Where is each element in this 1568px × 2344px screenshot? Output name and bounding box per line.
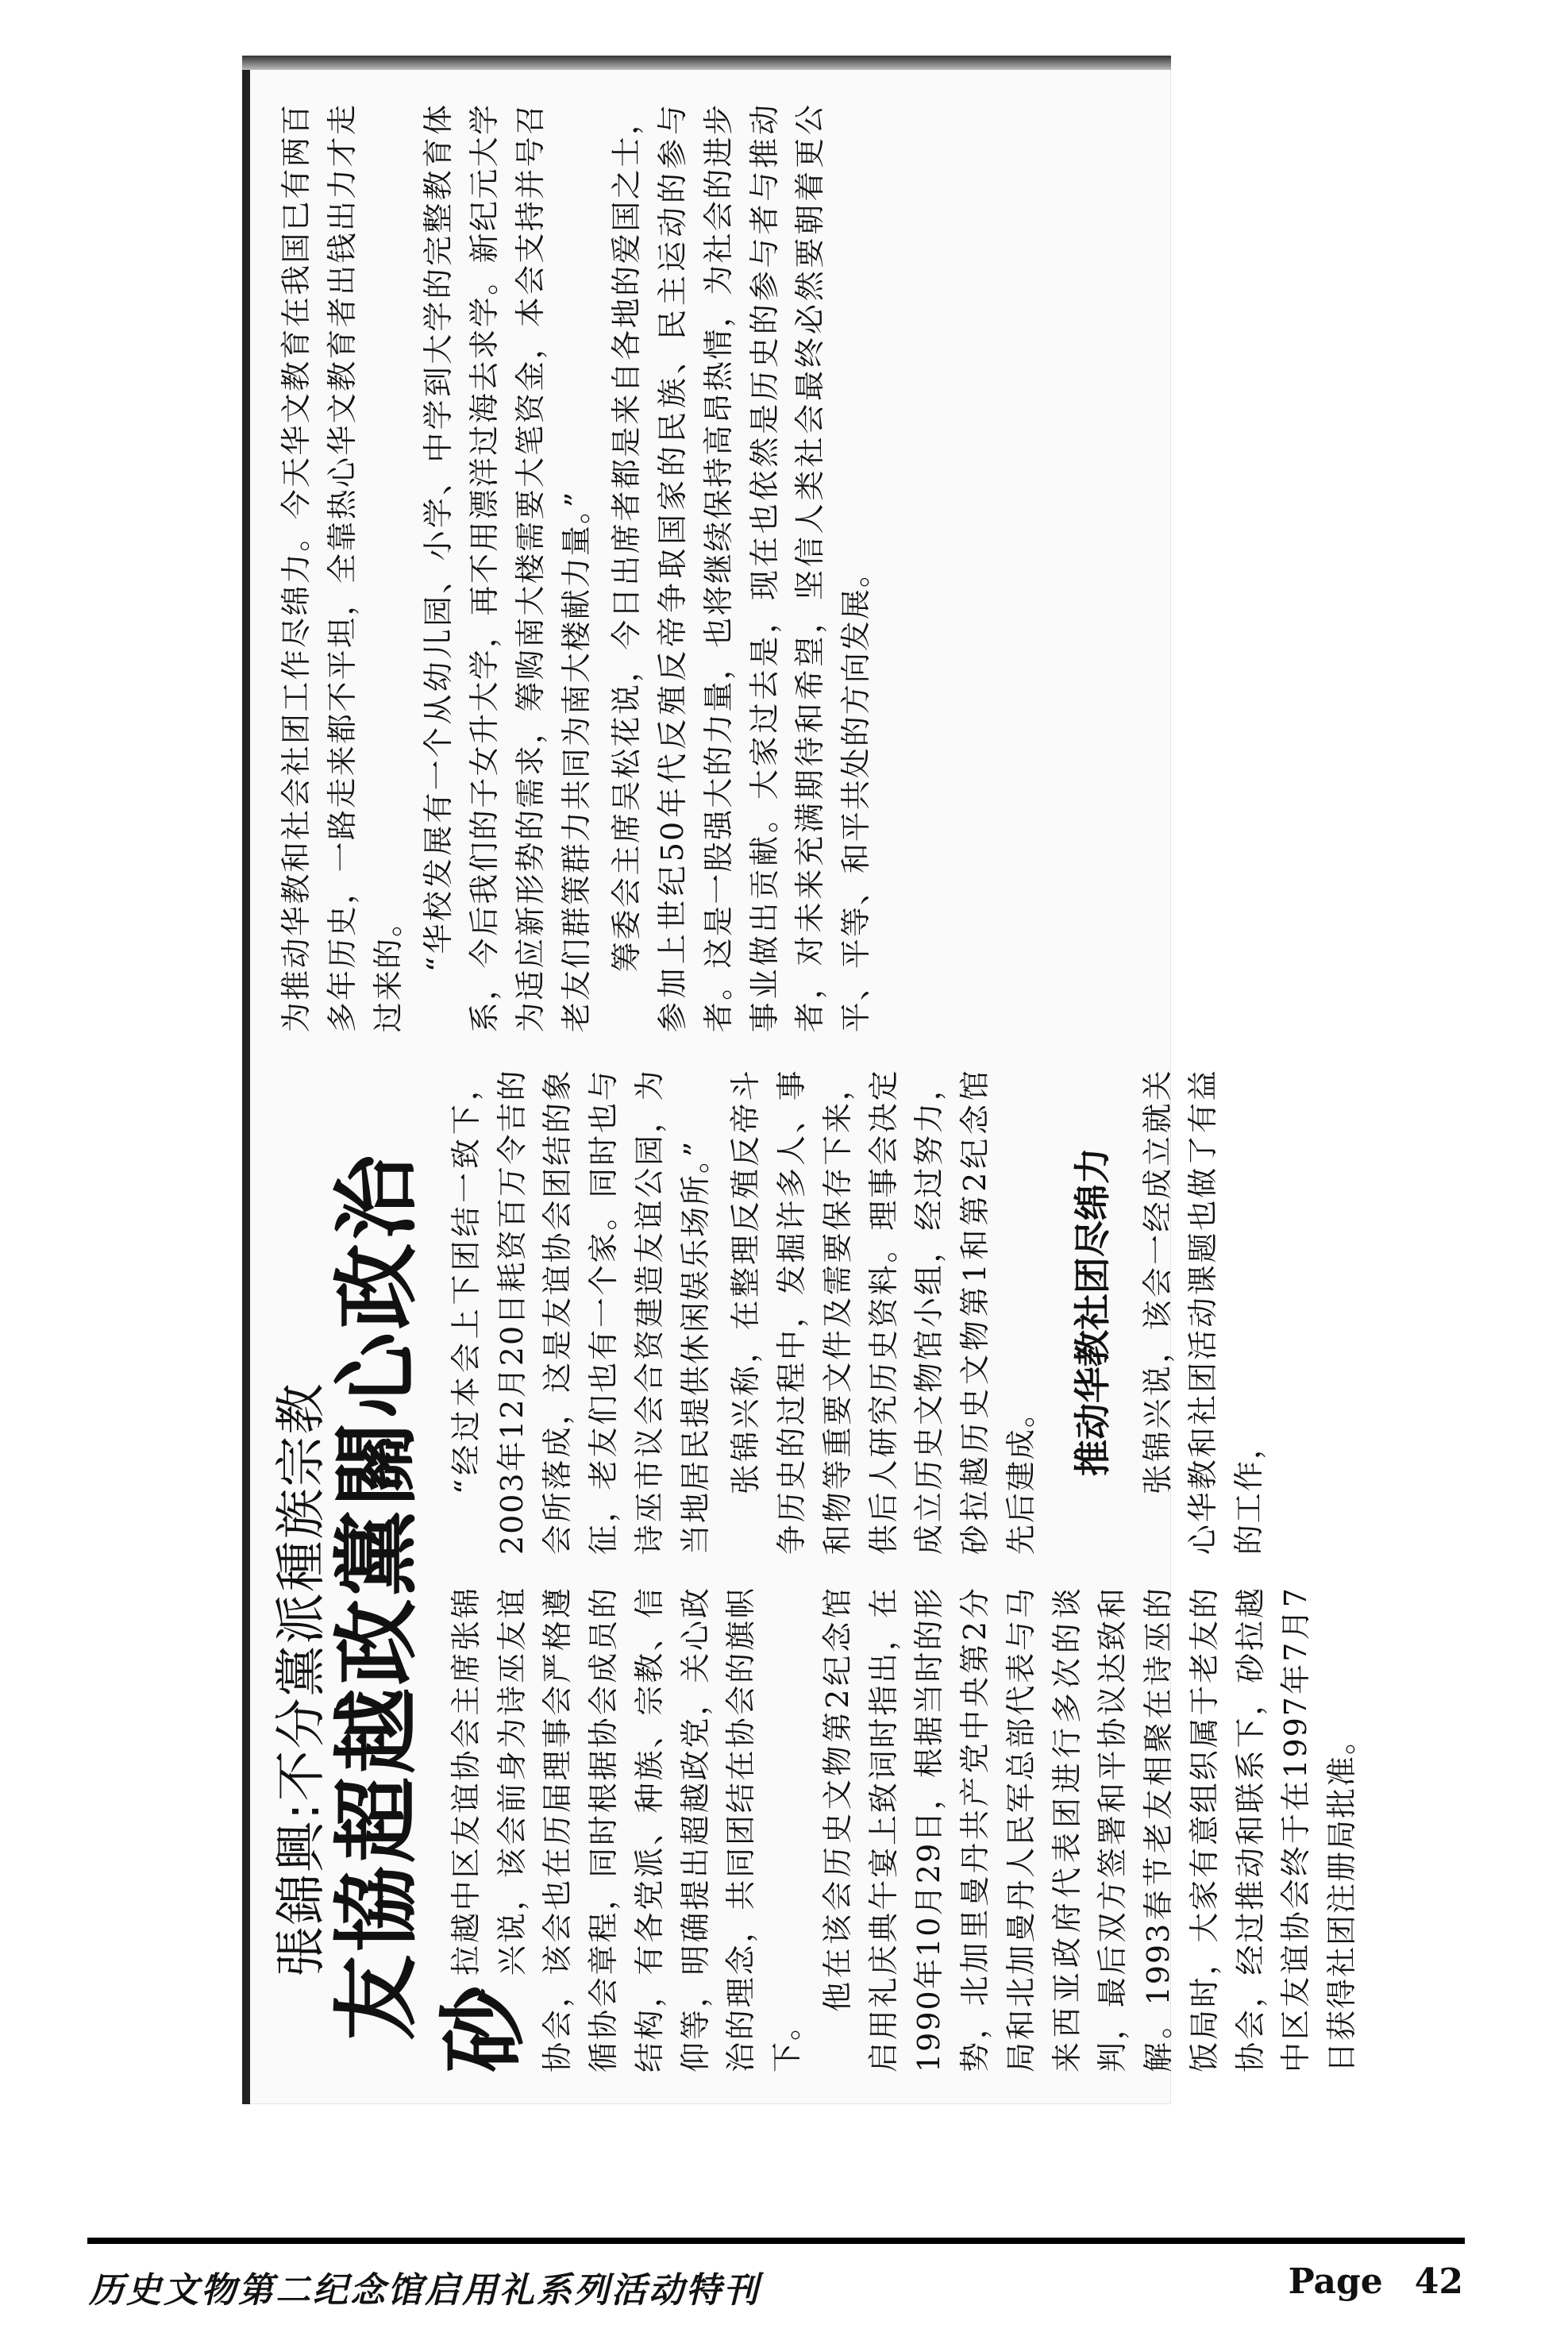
page-number: 42 xyxy=(1414,2261,1463,2302)
paragraph-8: 筹委会主席吴松花说，今日出席者都是来自各地的爱国之士，参加上世纪50年代反殖反帝争取国家的民族、民主运动的参与者。这是一股强大的力量，也将继续保持高昂热情，为社会的进步事业做出贡献。大家过去是，现在也依然是历史的参与者与推动者，对未来充满期待和希望，坚信人类社会最终必然要朝着更公平、平等、和平共处的方向发展。 xyxy=(609,103,873,1033)
left-subcolumns xyxy=(431,1069,1370,2072)
paragraph-2: 他在该会历史文物第2纪念馆启用礼庆典午宴上致词时指出，在1990年10月29日，根据当时的形势，北加里曼丹共产党中央第2分局和北加曼丹人民军总部代表与马来西亚政府代表团进行多次的谈判，最后双方签署和平协议达致和解。1993春节老友相聚在诗巫的饭局时，大家有意组织属于老友的协会，经过推动和联系下，砂拉越中区友谊协会终于在1997年7月7日获得社团注册局批准。 xyxy=(819,1586,1360,2072)
paragraph-4: 张锦兴称，在整理反殖反帝斗争历史的过程中，发掘许多人、事和物等重要文件及需要保存下来，供后人研究历史资料。理事会决定成立历史文物馆小组，经过努力，砂拉越历史文物第1和第2纪念馆先后建成。 xyxy=(728,1069,1038,1556)
article-column-right xyxy=(274,103,1155,1032)
footer-rule xyxy=(87,2238,1465,2244)
article-columns xyxy=(272,103,1360,2072)
page-label: Page xyxy=(1288,2261,1383,2302)
scan-edge-top xyxy=(242,56,250,2104)
paragraph-5: 张锦兴说，该会一经成立就关心华教和社团活动课题也做了有益的工作， xyxy=(1139,1069,1267,1556)
paragraph-3: “经过本会上下团结一致下，2003年12月20日耗资百万令吉的会所落成，这是友谊协会团结的象征，老友们也有一个家。同时也与诗巫市议会合资建造友谊公园，为当地居民提供休闲娱乐场所。” xyxy=(448,1069,713,1556)
article-subtitle: 張錦興:不分黨派種族宗教 xyxy=(272,1382,331,1977)
newspaper-clipping xyxy=(242,56,1360,2104)
article-column-left xyxy=(272,1069,1360,2072)
paragraph-7: “华校发展有一个从幼儿园、小学、中学到大学的完整教育体系，今后我们的子女升大学，再不用漂洋过海去求学。新纪元大学为适应新形势的需求，筹购南大楼需要大笔资金，本会支持并号召老友们群策群力共同为南大楼献力量。” xyxy=(421,103,594,1033)
newspaper-clipping-area xyxy=(143,0,1360,2160)
subcolumn-b xyxy=(444,1069,1370,1555)
paragraph-6: 为推动华教和社会社团工作尽绵力。今天华文教育在我国已有两百多年历史，一路走来都不平坦，全靠热心华文教育者出钱出力才走过来的。 xyxy=(279,103,406,1033)
section-heading: 推动华教社团尽绵力 xyxy=(1070,1147,1114,1477)
intro-paragraph: 砂拉越中区友谊协会主席张锦兴说，该会前身为诗巫友谊协会，该会也在历届理事会严格遵循协会章程，同时根据协会成员的结构，有各党派、种族、宗教、信仰等，明确提出超越政党，关心政治的理念，共同团结在协会的旗帜下。 xyxy=(431,1586,805,2072)
footer-page-number xyxy=(1289,2261,1463,2302)
footer-publication-title: 历史文物第二纪念馆启用礼系列活动特刊 xyxy=(89,2270,761,2311)
article-title: 友協超越政黨關心政治 xyxy=(328,1151,428,2041)
scan-edge xyxy=(242,56,1171,70)
subcolumn-a xyxy=(431,1586,1370,2072)
